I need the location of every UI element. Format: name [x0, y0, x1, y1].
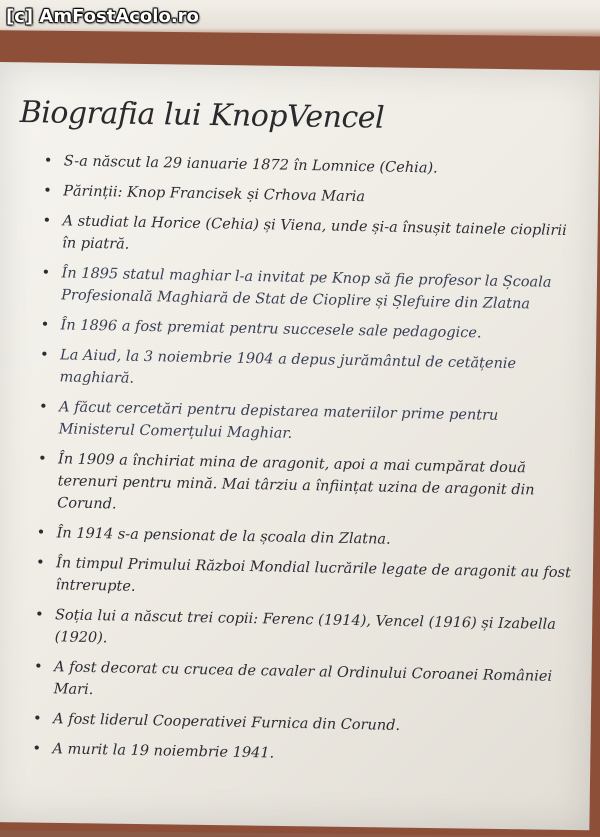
- biography-list: [32, 150, 584, 778]
- sign-title: Biografia lui KnopVencel: [19, 95, 385, 136]
- list-item: • La Aiud, la 3 noiembrie 1904 a depus jurământul de cetățenie maghiară.: [39, 344, 580, 398]
- list-item: • În 1896 a fost premiat pentru succesele sale pedagogice.: [40, 314, 580, 346]
- list-item: • În 1895 statul maghiar l-a invitat pe Knop să fie profesor la Școala Profesională Maghiară de Stat de Cioplire și Șlefuire din Zlatna: [41, 262, 582, 316]
- list-item: • A studiat la Horice (Cehia) și Viena, unde și-a însușit tainele cioplirii în piatră.: [42, 210, 583, 264]
- list-item: • În timpul Primului Război Mondial lucrările legate de aragonit au fost întrerupte.: [35, 552, 576, 606]
- list-item: • Soția lui a născut trei copii: Ferenc (1914), Vencel (1916) și Izabella (1920).: [34, 604, 575, 658]
- list-item: • În 1914 s-a pensionat de la școala din Zlatna.: [36, 522, 576, 554]
- list-item: • A fost liderul Cooperativei Furnica din Corund.: [33, 708, 573, 740]
- list-item: • S-a născut la 29 ianuarie 1872 în Lomnice (Cehia).: [44, 150, 584, 182]
- list-item: • Părinții: Knop Francisek și Crhova Maria: [43, 180, 583, 212]
- list-item: • A fost decorat cu crucea de cavaler al Ordinului Coroanei României Mari.: [33, 656, 574, 710]
- list-item: • A murit la 19 noiembrie 1941.: [32, 738, 572, 770]
- list-item: • A făcut cercetări pentru depistarea materiilor prime pentru Ministerul Comerțului Maghiar.: [38, 396, 579, 450]
- watermark-text: [c] AmFostAcolo.ro: [6, 6, 199, 27]
- list-item: • În 1909 a închiriat mina de aragonit, apoi a mai cumpărat două terenuri pentru mină. Mai târziu a înființat uzina de aragonit din Corund.: [37, 448, 578, 524]
